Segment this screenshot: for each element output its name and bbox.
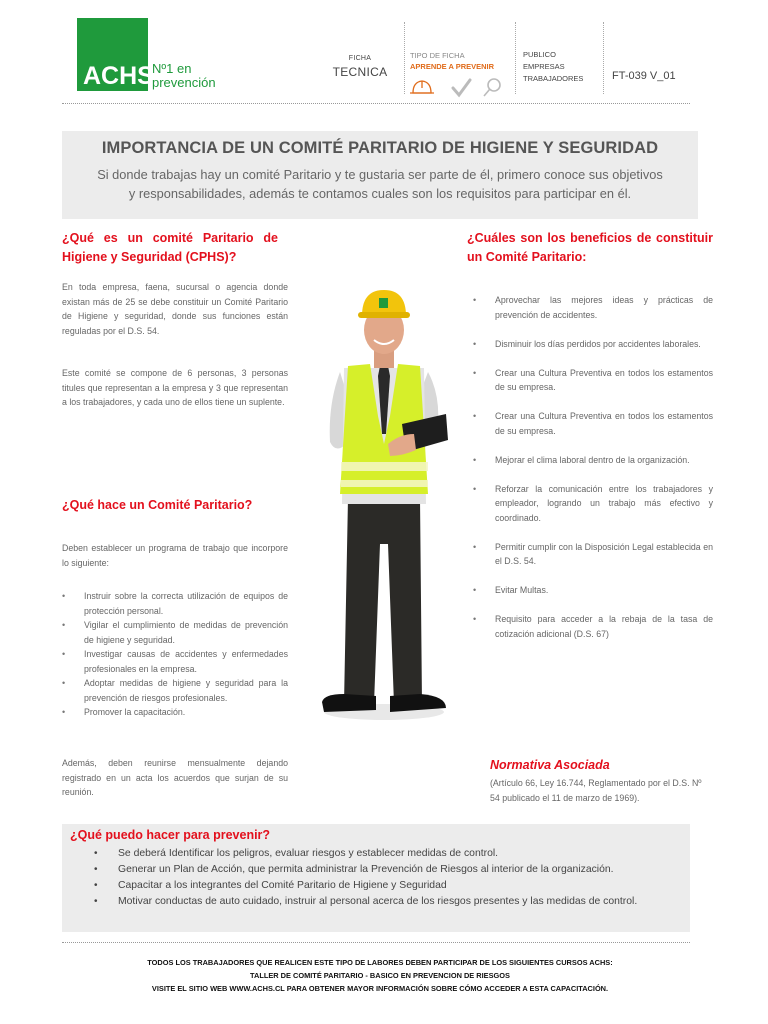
- logo-green-box: [77, 18, 154, 91]
- header-rule: [62, 103, 690, 104]
- list-item: • Mejorar el clima laboral dentro de la organización.: [473, 453, 713, 468]
- benefits-heading-line: ¿Cuáles son los beneficios de constituir: [467, 231, 713, 245]
- page-subtitle: [66, 165, 694, 203]
- tipo-value: APRENDE A PREVENIR: [410, 62, 495, 71]
- publico-line: TRABAJADORES: [523, 74, 584, 83]
- q1-paragraph-2: Este comité se compone de 6 personas, 3 personas titules que representan a la empresa y 3 que representan a los trabajadores, y cada uno de ellos tiene un suplente.: [62, 368, 288, 407]
- magnifier-icon: [484, 79, 500, 96]
- tipo-icons: [410, 74, 510, 100]
- footer-line: VISITE EL SITIO WEB WWW.ACHS.CL PARA OBTENER MAYOR INFORMACIÓN SOBRE CÓMO ACCEDER A ESTA CAPACITACIÓN.: [151, 984, 609, 993]
- q2-heading: ¿Qué hace un Comité Paritario?: [62, 498, 253, 512]
- list-item: • Capacitar a los integrantes del Comité Paritario de Higiene y Seguridad: [94, 878, 684, 894]
- list-item: • Vigilar el cumplimiento de medidas de prevención de higiene y seguridad.: [62, 618, 288, 647]
- subtitle-line: y responsabilidades, además te contamos cuales son los requisitos para participar en él.: [128, 186, 632, 201]
- footer-line: TODOS LOS TRABAJADORES QUE REALICEN ESTE TIPO DE LABORES DEBEN PARTICIPAR DE LOS SIGUIENTES CURSOS ACHS:: [147, 958, 613, 967]
- list-item: • Crear una Cultura Preventiva en todos los estamentos de su empresa.: [473, 366, 713, 395]
- benefits-list: [473, 293, 713, 656]
- list-item: • Motivar conductas de auto cuidado, instruir al personal acerca de los riesgos presentes y las medidas de control.: [94, 894, 684, 910]
- document-code: FT-039 V_01: [612, 70, 676, 82]
- list-item: • Disminuir los días perdidos por accidentes laborales.: [473, 337, 713, 352]
- list-item: • Investigar causas de accidentes y enfermedades profesionales en la empresa.: [62, 647, 288, 676]
- subtitle-line: Si donde trabajas hay un comité Paritario y te gustaria ser parte de él, primero conoce sus objetivos: [97, 167, 663, 182]
- page-title: IMPORTANCIA DE UN COMITÉ PARITARIO DE HIGIENE Y SEGURIDAD: [101, 139, 659, 157]
- list-item: • Crear una Cultura Preventiva en todos los estamentos de su empresa.: [473, 409, 713, 438]
- title-band: [62, 131, 698, 219]
- q2-intro: Deben establecer un programa de trabajo que incorpore lo siguiente:: [62, 543, 288, 568]
- ficha-block: [320, 22, 400, 92]
- list-item: • Adoptar medidas de higiene y seguridad para la prevención de riesgos profesionales.: [62, 676, 288, 705]
- ficha-label: FICHA: [348, 55, 372, 62]
- list-item: • Aprovechar las mejores ideas y prácticas de prevención de accidentes.: [473, 293, 713, 322]
- benefits-heading-line: un Comité Paritario:: [467, 250, 587, 264]
- q2-list: [62, 589, 288, 720]
- ficha-value: TECNICA: [332, 65, 388, 79]
- vest-reflective-stripe: [341, 480, 428, 487]
- list-item: • Permitir cumplir con la Disposición Legal establecida en el D.S. 54.: [473, 540, 713, 569]
- list-item: • Promover la capacitación.: [62, 705, 288, 720]
- achs-logo: [77, 18, 215, 91]
- footer-text: [62, 956, 698, 995]
- benefits-heading: [467, 229, 713, 267]
- list-item: • Evitar Multas.: [473, 583, 713, 598]
- list-item: • Reforzar la comunicación entre los trabajadores y empleador, logrando un trabajo más efectivo y coordinado.: [473, 482, 713, 526]
- logo-acronym: ACHS: [83, 62, 154, 90]
- publico-line: EMPRESAS: [523, 62, 565, 71]
- q2-outro: Además, deben reunirse mensualmente dejando registrado en un acta los acuerdos que surjan de su reunión.: [62, 758, 288, 797]
- list-item: • Se deberá Identificar los peligros, evaluar riesgos y establecer medidas de control.: [94, 846, 684, 862]
- list-item: • Generar un Plan de Acción, que permita administrar la Prevención de Riesgos al interior de la organización.: [94, 862, 684, 878]
- header-divider: [603, 22, 604, 94]
- q1-heading-line: Higiene y Seguridad (CPHS)?: [62, 250, 237, 264]
- hardhat-brim: [358, 312, 410, 318]
- footer-rule: [62, 942, 690, 943]
- list-item: • Instruir sobre la correcta utilización de equipos de protección personal.: [62, 589, 288, 618]
- q1-heading: [62, 229, 278, 267]
- logo-slogan-line1: Nº1 en: [152, 61, 192, 76]
- q1-heading-line: ¿Qué es un comité Paritario de: [62, 231, 278, 245]
- hardhat-icon: [410, 81, 434, 93]
- checkmark-icon: [453, 80, 470, 95]
- q1-paragraph-1: En toda empresa, faena, sucursal o agencia donde existan más de 25 se debe constituir un Comité Paritario de Higiene y seguridad, donde sus funciones están reguladas por el D.S. 54.: [62, 282, 288, 336]
- publico-block: [523, 22, 603, 92]
- worker-left-boot: [322, 694, 376, 712]
- publico-line: PUBLICO: [523, 50, 556, 59]
- worker-trousers: [344, 498, 422, 704]
- hardhat-logo: [379, 298, 388, 308]
- vest-reflective-stripe: [341, 462, 428, 471]
- header-divider: [515, 22, 516, 94]
- logo-slogan-line2: prevención: [152, 75, 216, 90]
- logo-slogan: [152, 62, 222, 90]
- normativa-heading: Normativa Asociada: [490, 758, 610, 772]
- normativa-text: (Artículo 66, Ley 16.744, Reglamentado por el D.S. Nº 54 publicado el 11 de marzo de 1969).: [490, 778, 702, 803]
- prevent-band: [62, 824, 690, 932]
- prevent-list: [94, 846, 684, 910]
- tipo-label: TIPO DE FICHA: [410, 51, 465, 60]
- worker-illustration: [318, 284, 450, 724]
- list-item: • Requisito para acceder a la rebaja de la tasa de cotización adicional (D.S. 67): [473, 612, 713, 641]
- prevent-heading: ¿Qué puedo hacer para prevenir?: [70, 828, 271, 842]
- footer-line: TALLER DE COMITÉ PARITARIO - BASICO EN PREVENCION DE RIESGOS: [250, 971, 510, 980]
- header-divider: [404, 22, 405, 94]
